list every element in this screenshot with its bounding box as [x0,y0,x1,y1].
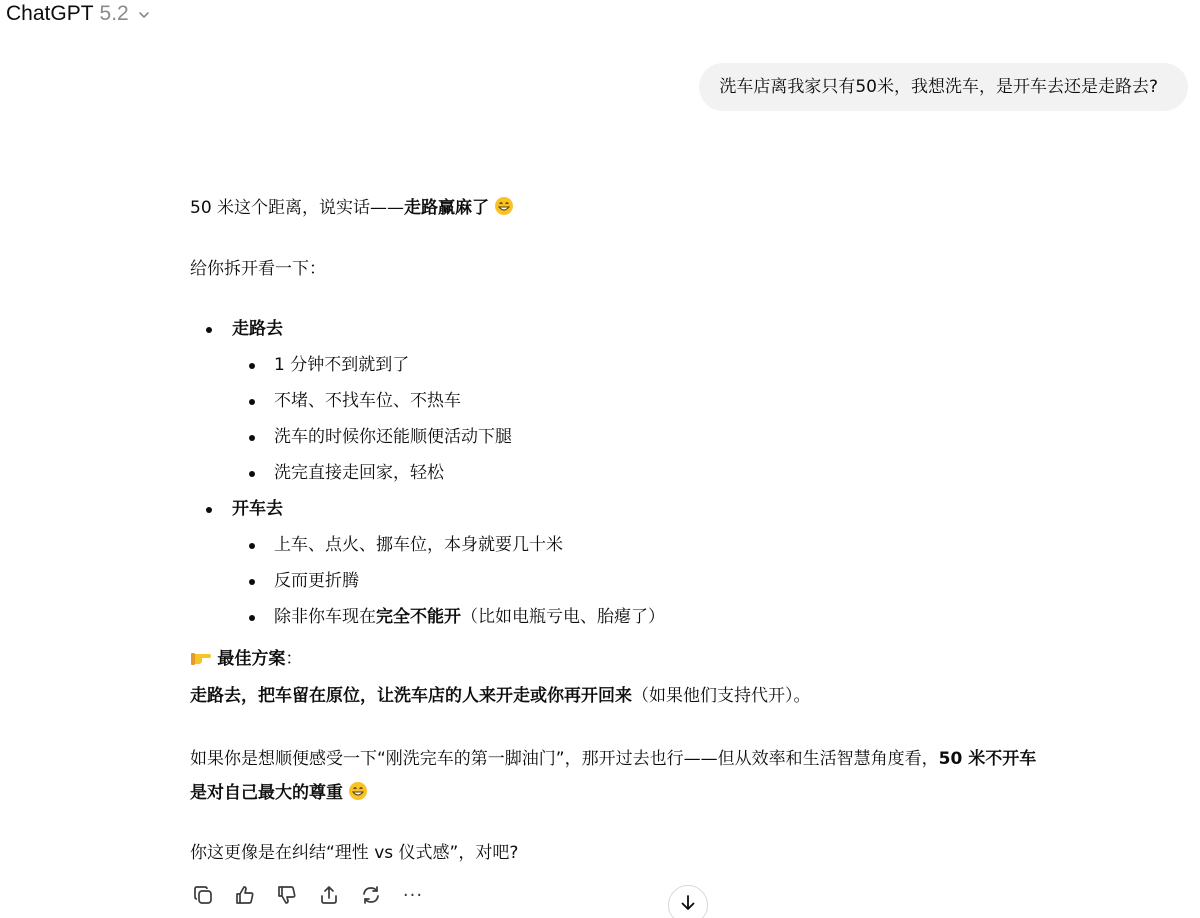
list-item: 不堵、不找车位、不热车 [190,383,1190,419]
arrow-down-icon [678,893,698,917]
thumbs-down-icon[interactable] [274,882,300,908]
list-item: 反而更折腾 [190,563,1190,599]
copy-icon[interactable] [190,882,216,908]
pointing-right-icon [190,648,212,676]
best-plan-text: 走路去，把车留在原位，让洗车店的人来开走或你再开回来（如果他们支持代开）。 [190,686,811,706]
list-item-drive [190,491,1190,527]
model-selector[interactable] [6,2,151,26]
grinning-face-icon [494,196,514,225]
list-item: 洗完直接走回家，轻松 [190,455,1190,491]
best-plan-heading: 最佳方案： [190,645,1190,676]
intro-text: 50 米这个距离，说实话—— [190,198,405,218]
list-item: 洗车的时候你还能顺便活动下腿 [190,419,1190,455]
model-version: 5.2 [99,2,129,25]
regenerate-icon[interactable] [358,882,384,908]
best-plan-label: 最佳方案 [217,649,286,669]
thumbs-up-icon[interactable] [232,882,258,908]
scroll-down-button[interactable] [668,885,708,918]
list-item: 除非你车现在完全不能开（比如电瓶亏电、胎瘪了） [190,599,1190,635]
list-item: 上车、点火、挪车位，本身就要几十米 [190,527,1190,563]
share-icon[interactable] [316,882,342,908]
drive-label: 开车去 [232,499,283,519]
more-icon[interactable]: ··· [402,884,424,906]
list-item-walk [190,311,1190,347]
user-message-text: 洗车店离我家只有50米，我想洗车，是开车去还是走路去? [719,77,1158,97]
chevron-down-icon [137,8,151,22]
breakdown-paragraph: 给你拆开看一下： [190,259,326,279]
closing-paragraph: 你这更像是在纠结“理性 vs 仪式感”，对吧? [190,843,519,863]
options-list [190,311,1190,635]
efficiency-paragraph: 如果你是想顺便感受一下“刚洗完车的第一脚油门”，那开过去也行——但从效率和生活智慧角度看，50 米不开车 是对自己最大的尊重 [190,742,1190,813]
message-actions [190,882,442,908]
intro-paragraph [190,194,1190,225]
intro-bold: 走路赢麻了 [404,198,490,218]
list-item: 1 分钟不到就到了 [190,347,1190,383]
grinning-face-icon [348,779,368,813]
assistant-message [190,194,1190,867]
user-message-bubble [699,63,1188,111]
model-name: ChatGPT [6,2,94,25]
walk-label: 走路去 [232,319,283,339]
